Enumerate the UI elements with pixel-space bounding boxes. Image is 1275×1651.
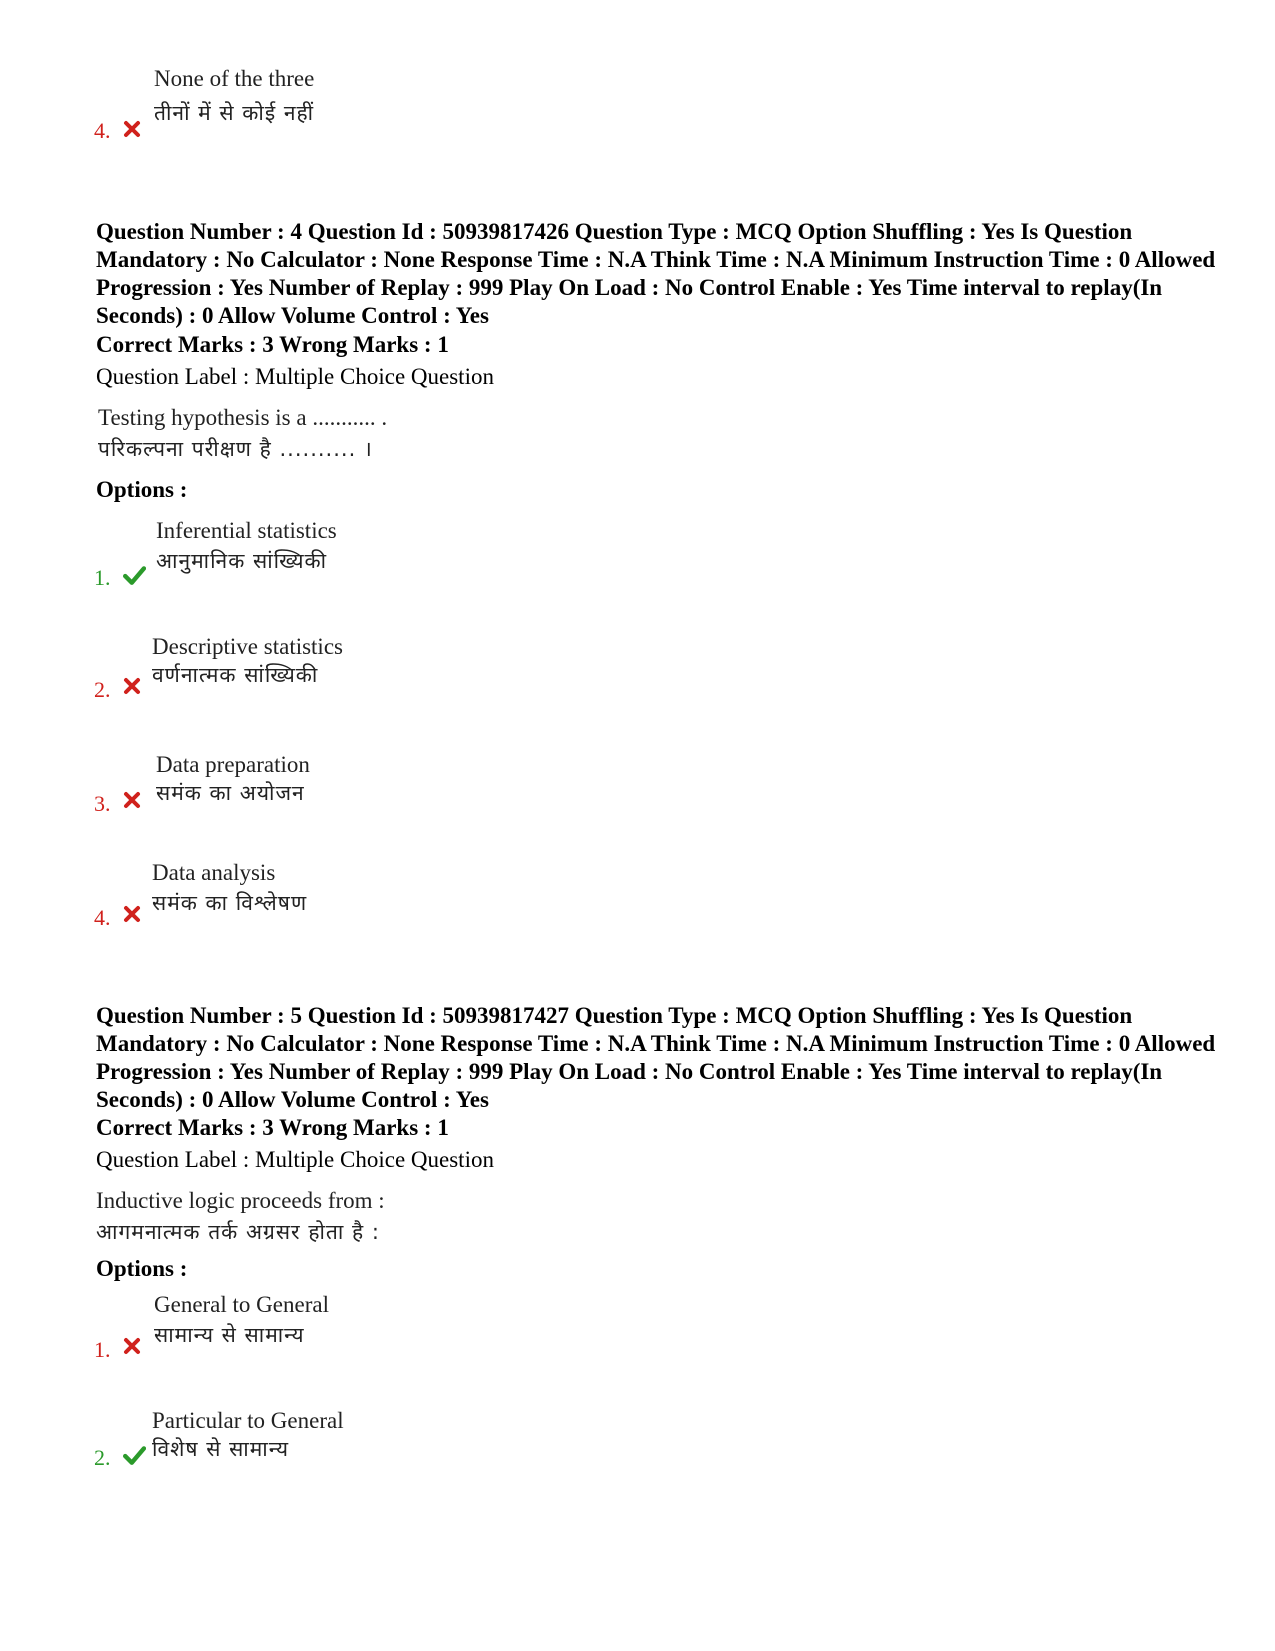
question-4-option-4 — [94, 858, 494, 938]
option-text-hi: सामान्य से सामान्य — [154, 1323, 305, 1347]
option-number: 4. — [94, 905, 111, 930]
cross-icon — [122, 790, 142, 810]
cross-icon — [122, 1336, 142, 1356]
cross-icon — [122, 676, 142, 696]
question-5-marks: Correct Marks : 3 Wrong Marks : 1 — [96, 1115, 449, 1140]
question-5-meta: Question Number : 5 Question Id : 50939817427 Question Type : MCQ Option Shuffling : Yes Is Question Mandatory : No Calculator : None Response Time : N.A Think Time : N.A Minimum Instruction Time : 0 Allowed Progression : Yes Number of Replay : 999 Play On Load : No Control Enable : Yes Time interval to replay(In Seconds) : 0 Allow Volume Control : Yes — [96, 1003, 1216, 1112]
question-4-option-3 — [94, 750, 494, 830]
option-text-hi: आनुमानिक सांख्यिकी — [156, 549, 328, 573]
question-4-marks: Correct Marks : 3 Wrong Marks : 1 — [96, 332, 449, 357]
option-number: 3. — [94, 791, 111, 816]
question-5-text-en: Inductive logic proceeds from : — [96, 1188, 385, 1213]
option-text-en: Inferential statistics — [156, 518, 337, 543]
question-4-label: Question Label : Multiple Choice Question — [96, 364, 494, 389]
option-number: 1. — [94, 565, 111, 590]
question-4-options-heading: Options : — [96, 477, 188, 502]
option-number: 4. — [94, 118, 111, 143]
cross-icon — [122, 904, 142, 924]
cross-icon — [122, 119, 142, 139]
question-4-text-hi: परिकल्पना परीक्षण है .......... । — [98, 437, 373, 461]
option-text-en: Data analysis — [152, 860, 276, 885]
question-5-text-hi: आगमनात्मक तर्क अग्रसर होता है : — [96, 1220, 380, 1244]
question-4-option-1 — [94, 516, 494, 596]
prev-option-4 — [94, 64, 494, 144]
question-4-option-2 — [94, 632, 494, 712]
question-5-option-1 — [94, 1290, 494, 1370]
question-5-label: Question Label : Multiple Choice Question — [96, 1147, 494, 1172]
option-number: 2. — [94, 677, 111, 702]
question-4-text-en: Testing hypothesis is a ........... . — [98, 405, 388, 430]
question-4-meta: Question Number : 4 Question Id : 50939817426 Question Type : MCQ Option Shuffling : Yes Is Question Mandatory : No Calculator : None Response Time : N.A Think Time : N.A Minimum Instruction Time : 0 Allowed Progression : Yes Number of Replay : 999 Play On Load : No Control Enable : Yes Time interval to replay(In Seconds) : 0 Allow Volume Control : Yes — [96, 219, 1216, 328]
option-text-hi: वर्णनात्मक सांख्यिकी — [152, 663, 319, 687]
option-text-hi: विशेष से सामान्य — [152, 1437, 290, 1461]
option-number: 2. — [94, 1445, 111, 1470]
question-5-options-heading: Options : — [96, 1256, 188, 1281]
option-text-en: Particular to General — [152, 1408, 344, 1433]
option-text-hi: तीनों में से कोई नहीं — [154, 101, 315, 125]
checkmark-icon — [122, 564, 146, 586]
option-text-en: None of the three — [154, 66, 315, 91]
question-5-option-2 — [94, 1406, 494, 1486]
option-text-en: Descriptive statistics — [152, 634, 343, 659]
option-text-hi: समंक का विश्लेषण — [152, 891, 308, 915]
option-text-en: Data preparation — [156, 752, 310, 777]
option-text-en: General to General — [154, 1292, 329, 1317]
checkmark-icon — [122, 1444, 146, 1466]
option-number: 1. — [94, 1337, 111, 1362]
option-text-hi: समंक का अयोजन — [156, 781, 305, 805]
